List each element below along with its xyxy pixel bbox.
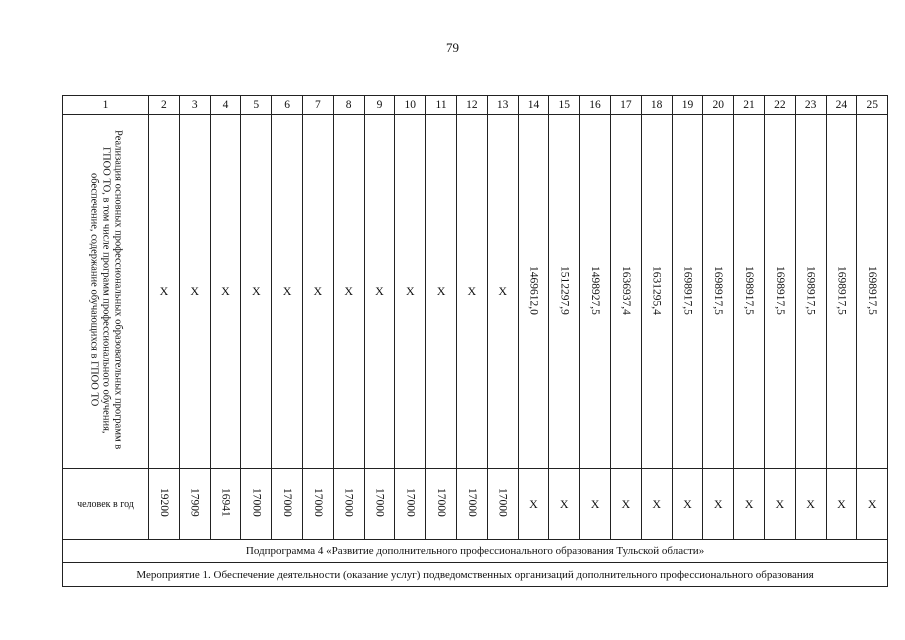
value-cell xyxy=(703,469,734,540)
value-cell xyxy=(580,469,611,540)
cell-value: X xyxy=(344,284,354,298)
cell-value: 1698917,5 xyxy=(866,265,879,315)
subprogram-title: Подпрограмма 4 «Развитие дополнительного профессионального образования Тульской области» xyxy=(63,540,888,563)
cell-value: X xyxy=(251,284,261,298)
value-cell xyxy=(395,115,426,469)
header-cell: 19 xyxy=(672,96,703,115)
cell-value: X xyxy=(837,496,846,511)
header-cell: 5 xyxy=(241,96,272,115)
value-cell xyxy=(149,469,180,540)
value-cell xyxy=(672,469,703,540)
value-cell xyxy=(487,115,518,469)
cell-value: X xyxy=(159,284,169,298)
cell-value: 17000 xyxy=(496,488,509,517)
cell-value: 1698917,5 xyxy=(773,265,786,315)
value-cell xyxy=(210,469,241,540)
header-cell: 12 xyxy=(456,96,487,115)
value-cell xyxy=(857,469,888,540)
value-cell xyxy=(795,469,826,540)
cell-value: X xyxy=(744,496,754,511)
cell-value: X xyxy=(313,284,323,298)
cell-value: 1636937,4 xyxy=(619,265,632,315)
cell-value: 17000 xyxy=(435,488,448,517)
cell-value: X xyxy=(652,496,661,511)
cell-value: X xyxy=(436,284,446,298)
cell-value: X xyxy=(559,496,569,511)
cell-value: X xyxy=(806,496,815,511)
value-cell xyxy=(764,469,795,540)
cell-value: 1498927,5 xyxy=(589,265,602,315)
row-description: Реализация основных профессиональных образовательных программ в ГПОО ТО, в том числе программ профессионального обучения, обеспечение, содержание обучающихся в ГПОО ТО xyxy=(88,130,124,450)
value-cell xyxy=(302,469,333,540)
value-cell xyxy=(764,115,795,469)
header-cell: 11 xyxy=(426,96,457,115)
header-cell: 6 xyxy=(272,96,303,115)
value-cell xyxy=(272,115,303,469)
value-cell xyxy=(672,115,703,469)
header-cell: 4 xyxy=(210,96,241,115)
value-cell xyxy=(302,115,333,469)
cell-value: X xyxy=(405,284,415,298)
value-cell xyxy=(610,115,641,469)
header-cell: 1 xyxy=(63,96,149,115)
table-row xyxy=(63,115,888,469)
cell-value: X xyxy=(190,284,200,298)
table-row xyxy=(63,469,888,540)
header-cell: 13 xyxy=(487,96,518,115)
cell-value: X xyxy=(221,284,230,298)
value-cell xyxy=(179,469,210,540)
header-cell: 2 xyxy=(149,96,180,115)
cell-value: 1698917,5 xyxy=(743,265,756,315)
header-cell: 17 xyxy=(610,96,641,115)
header-cell: 22 xyxy=(764,96,795,115)
cell-value: 17000 xyxy=(311,488,324,517)
value-cell xyxy=(549,469,580,540)
cell-value: X xyxy=(467,284,477,298)
cell-value: X xyxy=(498,284,507,298)
data-table xyxy=(62,95,888,587)
cell-value: X xyxy=(621,496,631,511)
value-cell xyxy=(333,469,364,540)
page-number: 79 xyxy=(446,40,459,55)
measure-row xyxy=(63,563,888,587)
cell-value: 19200 xyxy=(157,488,170,517)
value-cell xyxy=(857,115,888,469)
unit-cell xyxy=(63,469,149,540)
value-cell xyxy=(210,115,241,469)
cell-value: 17000 xyxy=(342,488,355,517)
value-cell xyxy=(734,115,765,469)
subprogram-row xyxy=(63,540,888,563)
value-cell xyxy=(610,469,641,540)
cell-value: 17909 xyxy=(188,488,201,517)
value-cell xyxy=(703,115,734,469)
value-cell xyxy=(795,115,826,469)
header-cell: 16 xyxy=(580,96,611,115)
value-cell xyxy=(518,469,549,540)
header-cell: 15 xyxy=(549,96,580,115)
value-cell xyxy=(826,469,857,540)
cell-value: X xyxy=(683,496,692,511)
header-cell: 10 xyxy=(395,96,426,115)
header-cell: 21 xyxy=(734,96,765,115)
value-cell xyxy=(580,115,611,469)
cell-value: 16941 xyxy=(219,488,232,517)
cell-value: X xyxy=(590,496,600,511)
cell-value: 17000 xyxy=(465,488,478,517)
row-description-cell xyxy=(63,115,149,469)
value-cell xyxy=(549,115,580,469)
cell-value: 1698917,5 xyxy=(804,265,817,315)
cell-value: 1698917,5 xyxy=(681,265,694,315)
header-cell: 23 xyxy=(795,96,826,115)
value-cell xyxy=(487,469,518,540)
value-cell xyxy=(456,469,487,540)
header-cell: 20 xyxy=(703,96,734,115)
cell-value: 17000 xyxy=(373,488,386,517)
cell-value: 17000 xyxy=(250,488,263,517)
cell-value: X xyxy=(713,496,723,511)
value-cell xyxy=(241,115,272,469)
cell-value: 1469612,0 xyxy=(527,265,540,315)
cell-value: X xyxy=(867,496,877,511)
cell-value: 17000 xyxy=(281,488,294,517)
header-cell: 24 xyxy=(826,96,857,115)
header-cell: 25 xyxy=(857,96,888,115)
cell-value: 1631295,4 xyxy=(650,265,663,315)
value-cell xyxy=(426,115,457,469)
header-cell: 8 xyxy=(333,96,364,115)
header-cell: 9 xyxy=(364,96,395,115)
value-cell xyxy=(641,469,672,540)
value-cell xyxy=(272,469,303,540)
value-cell xyxy=(364,115,395,469)
cell-value: X xyxy=(375,284,384,298)
unit-label: человек в год xyxy=(77,499,134,510)
header-cell: 3 xyxy=(179,96,210,115)
cell-value: 17000 xyxy=(404,488,417,517)
cell-value: X xyxy=(529,496,538,511)
header-cell: 18 xyxy=(641,96,672,115)
value-cell xyxy=(333,115,364,469)
value-cell xyxy=(518,115,549,469)
cell-value: 1698917,5 xyxy=(835,265,848,315)
cell-value: X xyxy=(775,496,785,511)
value-cell xyxy=(395,469,426,540)
value-cell xyxy=(456,115,487,469)
value-cell xyxy=(179,115,210,469)
header-cell: 7 xyxy=(302,96,333,115)
value-cell xyxy=(241,469,272,540)
cell-value: 1698917,5 xyxy=(712,265,725,315)
cell-value: 1512297,9 xyxy=(558,265,571,315)
value-cell xyxy=(734,469,765,540)
value-cell xyxy=(426,469,457,540)
header-row xyxy=(63,96,888,115)
cell-value: X xyxy=(282,284,292,298)
value-cell xyxy=(826,115,857,469)
measure-title: Мероприятие 1. Обеспечение деятельности (оказание услуг) подведомственных организаций дополнительного профессионального образования xyxy=(63,563,888,587)
value-cell xyxy=(364,469,395,540)
value-cell xyxy=(641,115,672,469)
value-cell xyxy=(149,115,180,469)
header-cell: 14 xyxy=(518,96,549,115)
